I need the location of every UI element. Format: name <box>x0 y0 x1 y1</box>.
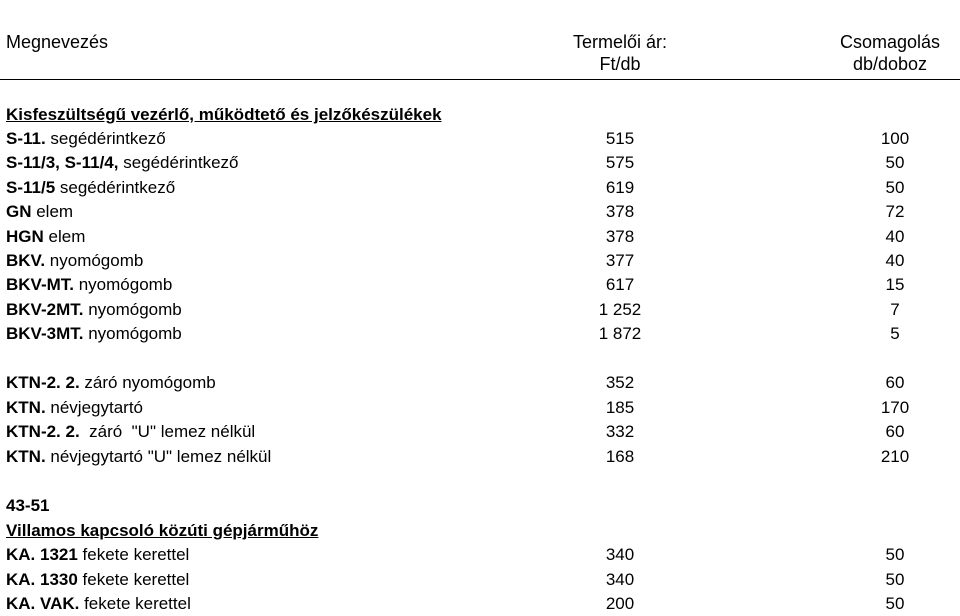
item-code: S-11/3, S-11/4, <box>6 153 119 173</box>
item-pack: 60 <box>885 373 905 392</box>
item-code: KTN-2. 2. <box>6 373 80 392</box>
item-name <box>6 249 143 273</box>
item-code: KTN. <box>6 446 46 466</box>
item-description: elem <box>31 202 74 222</box>
item-description: segédérintkező <box>45 129 166 148</box>
table-row <box>0 592 960 616</box>
table-row <box>0 298 960 322</box>
table-row <box>0 322 960 346</box>
item-pack: 50 <box>885 177 905 197</box>
item-name <box>6 420 255 444</box>
pack-header-line2: db/doboz <box>852 54 928 74</box>
item-code: BKV-MT. <box>6 275 74 295</box>
item-code: HGN <box>6 226 44 246</box>
item-name <box>6 322 182 346</box>
item-description: fekete kerettel <box>77 569 190 589</box>
item-description: fekete kerettel <box>77 545 190 564</box>
item-price: 617 <box>605 275 635 295</box>
item-name <box>6 568 189 592</box>
item-pack: 50 <box>885 569 905 589</box>
item-name <box>6 592 191 616</box>
table-row <box>0 273 960 297</box>
section-title <box>0 519 960 543</box>
table-row <box>0 543 960 567</box>
item-price: 377 <box>605 251 635 270</box>
item-pack: 5 <box>890 324 900 344</box>
table-row <box>0 249 960 273</box>
item-price: 340 <box>605 569 635 589</box>
table-row <box>0 445 960 469</box>
item-pack: 60 <box>885 422 905 441</box>
item-description: segédérintkező <box>118 153 239 173</box>
item-description: záró "U" lemez nélkül <box>79 422 256 441</box>
item-code: KTN. <box>6 397 46 417</box>
item-pack: 50 <box>885 545 905 564</box>
item-code: KTN-2. 2. <box>6 422 80 441</box>
item-price: 619 <box>605 177 635 197</box>
item-name <box>6 176 175 200</box>
item-price: 1 252 <box>598 299 642 319</box>
section-number <box>0 494 960 518</box>
item-pack: 210 <box>880 446 910 466</box>
price-header-line1: Termelői ár: <box>572 32 668 52</box>
item-code: BKV-3MT. <box>6 324 84 344</box>
item-pack: 50 <box>885 594 905 613</box>
item-pack: 7 <box>890 299 900 319</box>
table-row <box>0 200 960 224</box>
item-price: 378 <box>605 202 635 222</box>
section1-title: Kisfeszültségű vezérlő, működtető és jelzőkészülékek <box>6 105 442 124</box>
item-price: 185 <box>605 397 635 417</box>
item-description: elem <box>43 226 86 246</box>
item-code: BKV. <box>6 251 46 270</box>
column-header-name: Megnevezés <box>6 32 109 52</box>
item-description: névjegytartó "U" lemez nélkül <box>45 446 272 466</box>
item-code: KA. VAK. <box>6 594 80 613</box>
item-pack: 100 <box>880 129 910 148</box>
item-description: névjegytartó <box>45 397 144 417</box>
item-name <box>6 371 216 395</box>
item-code: GN <box>6 202 32 222</box>
item-code: BKV-2MT. <box>6 299 84 319</box>
item-name <box>6 445 271 469</box>
item-pack: 40 <box>885 251 905 270</box>
table-row <box>0 371 960 395</box>
item-pack: 170 <box>880 397 910 417</box>
price-header-line2: Ft/db <box>599 54 641 74</box>
table-row <box>0 127 960 151</box>
item-name <box>6 225 85 249</box>
pack-header-line1: Csomagolás <box>839 32 941 52</box>
section3-title: Villamos kapcsoló közúti gépjárműhöz <box>6 521 319 540</box>
table-row <box>0 176 960 200</box>
item-description: nyomógomb <box>83 299 182 319</box>
item-price: 200 <box>605 594 635 613</box>
item-price: 378 <box>605 226 635 246</box>
item-pack: 72 <box>885 202 905 222</box>
table-row <box>0 396 960 420</box>
item-name <box>6 273 172 297</box>
item-description: nyomógomb <box>45 251 144 270</box>
item-description: nyomógomb <box>74 275 173 295</box>
item-price: 340 <box>605 545 635 564</box>
section-title <box>0 103 960 127</box>
table-row <box>0 420 960 444</box>
item-name <box>6 543 189 567</box>
section3-number: 43-51 <box>6 496 50 515</box>
item-code: S-11/5 <box>6 177 56 197</box>
item-pack: 15 <box>885 275 905 295</box>
table-row <box>0 151 960 175</box>
item-price: 352 <box>605 373 635 392</box>
item-name <box>6 200 73 224</box>
item-code: KA. 1330 <box>6 569 78 589</box>
item-price: 1 872 <box>598 324 642 344</box>
item-name <box>6 151 239 175</box>
item-name <box>6 396 143 420</box>
item-price: 168 <box>605 446 635 466</box>
item-price: 575 <box>605 153 635 173</box>
item-code: KA. 1321 <box>6 545 78 564</box>
item-code: S-11. <box>6 129 46 148</box>
item-price: 332 <box>605 422 635 441</box>
item-pack: 50 <box>885 153 905 173</box>
table-row <box>0 225 960 249</box>
item-description: nyomógomb <box>83 324 182 344</box>
item-description: segédérintkező <box>55 177 176 197</box>
item-price: 515 <box>605 129 635 148</box>
item-description: fekete kerettel <box>79 594 191 613</box>
item-name <box>6 298 182 322</box>
item-description: záró nyomógomb <box>79 373 216 392</box>
table-row <box>0 568 960 592</box>
item-pack: 40 <box>885 226 905 246</box>
item-name <box>6 127 166 151</box>
